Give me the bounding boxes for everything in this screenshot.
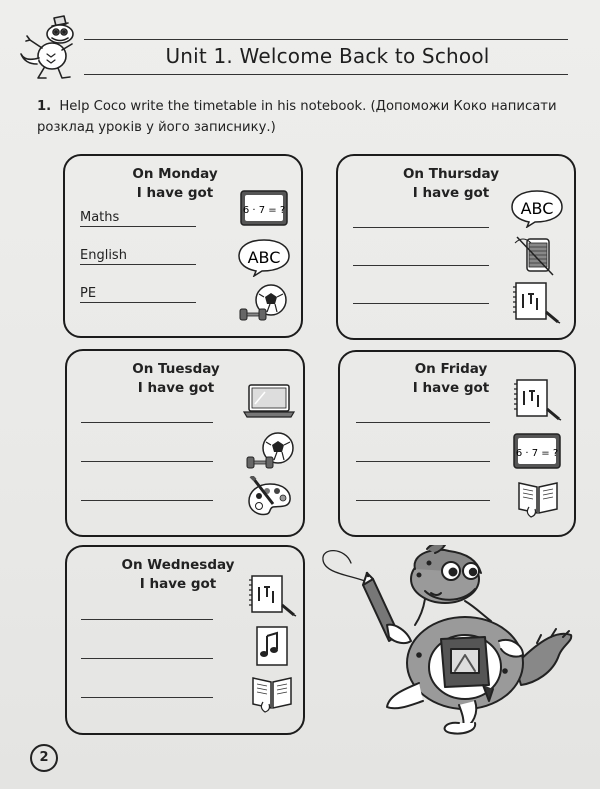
subject-line[interactable]: [81, 483, 213, 501]
subject-line[interactable]: Maths: [80, 209, 196, 227]
thread-and-needle-icon: [513, 231, 559, 277]
music-sheet-icon: [253, 624, 293, 668]
card-thursday-title: [396, 165, 506, 203]
subject-line[interactable]: [81, 444, 213, 462]
abc-speech-bubble-icon: [236, 237, 292, 277]
day-label: On Tuesday: [132, 361, 220, 377]
coco-mascot-icon: [14, 8, 84, 88]
have-got-label: I have got: [139, 576, 217, 592]
subject-line[interactable]: [81, 680, 213, 698]
card-tuesday-title: [120, 360, 232, 398]
subject-line[interactable]: [81, 405, 213, 423]
day-label: On Monday: [132, 166, 218, 182]
subject-line[interactable]: [353, 248, 489, 266]
laptop-icon: [241, 382, 297, 420]
exercise-text: Help Coco write the timetable in his notebook. (Допоможи Коко написати розклад уроків у його записнику.): [37, 99, 557, 135]
subject-line[interactable]: [356, 405, 490, 423]
have-got-label: I have got: [136, 185, 214, 201]
math-board-text: 6 · 7 = ?: [515, 448, 559, 459]
day-label: On Thursday: [402, 166, 500, 182]
notebook-and-pencil-icon: [510, 280, 562, 324]
open-book-icon: [249, 672, 295, 714]
page-header: [0, 0, 600, 100]
math-board-icon: [512, 432, 562, 470]
day-label: On Friday: [414, 361, 488, 377]
coco-dinosaur-illustration: [315, 545, 585, 735]
ball-and-dumbbell-icon: [237, 282, 289, 322]
subject-line[interactable]: PE: [80, 285, 196, 303]
abc-text: ABC: [520, 199, 554, 218]
ball-and-dumbbell-icon: [244, 430, 296, 470]
notebook-and-pencil-icon: [511, 377, 563, 421]
day-label: On Wednesday: [121, 557, 235, 573]
paint-palette-icon: [245, 476, 295, 520]
math-board-icon: [239, 189, 289, 227]
open-book-icon: [515, 477, 561, 519]
page-number: 2: [30, 744, 58, 772]
have-got-label: I have got: [412, 380, 490, 396]
have-got-label: I have got: [137, 380, 215, 396]
exercise-number: 1.: [37, 99, 52, 114]
subject-line[interactable]: [353, 286, 489, 304]
have-got-label: I have got: [412, 185, 490, 201]
notebook-and-pencil-icon: [246, 573, 298, 617]
abc-text: ABC: [247, 248, 281, 267]
header-rule-bottom: [84, 74, 568, 75]
abc-speech-bubble-icon: [509, 188, 565, 228]
card-friday-title: [396, 360, 506, 398]
math-board-text: 6 · 7 = ?: [242, 205, 286, 216]
subject-line[interactable]: [356, 483, 490, 501]
exercise-instruction: [37, 96, 587, 138]
subject-line[interactable]: [81, 641, 213, 659]
card-wednesday-title: [117, 556, 239, 594]
subject-line[interactable]: [353, 210, 489, 228]
card-monday-title: [118, 165, 232, 203]
subject-line[interactable]: [81, 602, 213, 620]
subject-line[interactable]: English: [80, 247, 196, 265]
page-title: Unit 1. Welcome Back to School: [165, 44, 490, 68]
header-rule-top: [84, 39, 568, 40]
subject-line[interactable]: [356, 444, 490, 462]
